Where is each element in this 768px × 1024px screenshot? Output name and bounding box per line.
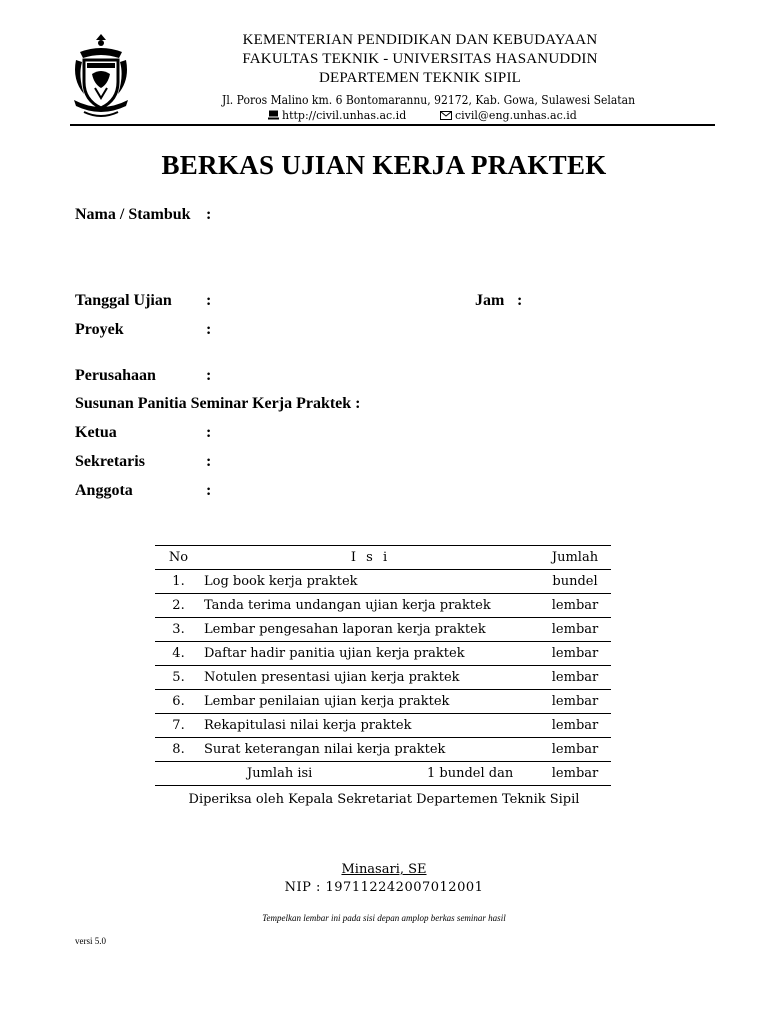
row-no: 5. bbox=[155, 666, 202, 690]
nama-label: Nama / Stambuk bbox=[75, 206, 191, 223]
ketua-label: Ketua bbox=[75, 424, 117, 441]
signatory-name-line bbox=[0, 862, 768, 877]
row-isi: Log book kerja praktek bbox=[202, 570, 539, 594]
jam-colon: : bbox=[517, 292, 523, 309]
signatory-name: Minasari, SE bbox=[341, 862, 427, 877]
nama-colon: : bbox=[206, 206, 212, 223]
page-title: BERKAS UJIAN KERJA PRAKTEK bbox=[161, 150, 607, 180]
header-divider bbox=[70, 124, 715, 126]
row-no: 3. bbox=[155, 618, 202, 642]
table-header-row bbox=[155, 546, 611, 570]
row-isi: Notulen presentasi ujian kerja praktek bbox=[202, 666, 539, 690]
sekretaris-colon: : bbox=[206, 453, 212, 470]
row-no: 8. bbox=[155, 738, 202, 762]
email-line bbox=[440, 109, 577, 123]
sekretaris-label: Sekretaris bbox=[75, 453, 145, 470]
row-no: 1. bbox=[155, 570, 202, 594]
table-row bbox=[155, 738, 611, 762]
ketua-colon: : bbox=[206, 424, 212, 441]
total-label: Jumlah isi bbox=[247, 766, 313, 781]
row-isi: Lembar penilaian ujian kerja praktek bbox=[202, 690, 539, 714]
table-row bbox=[155, 690, 611, 714]
row-jumlah: lembar bbox=[539, 618, 611, 642]
row-jumlah: lembar bbox=[539, 594, 611, 618]
total-unit: lembar bbox=[539, 762, 611, 786]
row-jumlah: lembar bbox=[539, 738, 611, 762]
row-jumlah: bundel bbox=[539, 570, 611, 594]
address: Jl. Poros Malino km. 6 Bontomarannu, 92172, Kab. Gowa, Sulawesi Selatan bbox=[222, 93, 636, 107]
checked-by: Diperiksa oleh Kepala Sekretariat Departemen Teknik Sipil bbox=[188, 792, 580, 807]
header-no: No bbox=[155, 546, 202, 570]
row-jumlah: lembar bbox=[539, 714, 611, 738]
university-logo bbox=[70, 30, 132, 122]
faculty-name: FAKULTAS TEKNIK - UNIVERSITAS HASANUDDIN bbox=[242, 51, 598, 67]
proyek-colon: : bbox=[206, 321, 212, 338]
computer-icon bbox=[268, 110, 279, 123]
row-no: 6. bbox=[155, 690, 202, 714]
email-link[interactable]: civil@eng.unhas.ac.id bbox=[455, 109, 577, 122]
tanggal-colon: : bbox=[206, 292, 212, 309]
signatory-nip: NIP : 197112242007012001 bbox=[284, 880, 484, 895]
website-line bbox=[268, 109, 406, 123]
envelope-icon bbox=[440, 110, 452, 123]
anggota-colon: : bbox=[206, 482, 212, 499]
proyek-label: Proyek bbox=[75, 321, 124, 338]
perusahaan-colon: : bbox=[206, 367, 212, 384]
row-no: 4. bbox=[155, 642, 202, 666]
header-isi: I s i bbox=[202, 546, 539, 570]
table-total-row bbox=[155, 762, 611, 786]
perusahaan-label: Perusahaan bbox=[75, 367, 156, 384]
table-row bbox=[155, 642, 611, 666]
susunan-label: Susunan Panitia Seminar Kerja Praktek : bbox=[75, 395, 361, 412]
row-no: 2. bbox=[155, 594, 202, 618]
jam-label: Jam bbox=[475, 292, 505, 309]
row-isi: Surat keterangan nilai kerja praktek bbox=[202, 738, 539, 762]
row-no: 7. bbox=[155, 714, 202, 738]
contents-table bbox=[155, 545, 611, 786]
row-isi: Daftar hadir panitia ujian kerja praktek bbox=[202, 642, 539, 666]
anggota-label: Anggota bbox=[75, 482, 133, 499]
row-jumlah: lembar bbox=[539, 666, 611, 690]
row-jumlah: lembar bbox=[539, 690, 611, 714]
table-row bbox=[155, 570, 611, 594]
row-jumlah: lembar bbox=[539, 642, 611, 666]
table-row bbox=[155, 594, 611, 618]
department-name: DEPARTEMEN TEKNIK SIPIL bbox=[318, 70, 522, 86]
website-link[interactable]: http://civil.unhas.ac.id bbox=[282, 109, 407, 122]
row-isi: Tanda terima undangan ujian kerja praktek bbox=[202, 594, 539, 618]
row-isi: Rekapitulasi nilai kerja praktek bbox=[202, 714, 539, 738]
table-row bbox=[155, 618, 611, 642]
footer-note: Tempelkan lembar ini pada sisi depan amplop berkas seminar hasil bbox=[262, 913, 506, 923]
total-cell bbox=[155, 762, 539, 786]
tanggal-label: Tanggal Ujian bbox=[75, 292, 172, 309]
header-jumlah: Jumlah bbox=[539, 546, 611, 570]
table-row bbox=[155, 714, 611, 738]
row-isi: Lembar pengesahan laporan kerja praktek bbox=[202, 618, 539, 642]
table-row bbox=[155, 666, 611, 690]
total-value: 1 bundel dan bbox=[427, 766, 514, 781]
version-label: versi 5.0 bbox=[75, 936, 106, 946]
ministry-name: KEMENTERIAN PENDIDIKAN DAN KEBUDAYAAN bbox=[242, 32, 598, 48]
